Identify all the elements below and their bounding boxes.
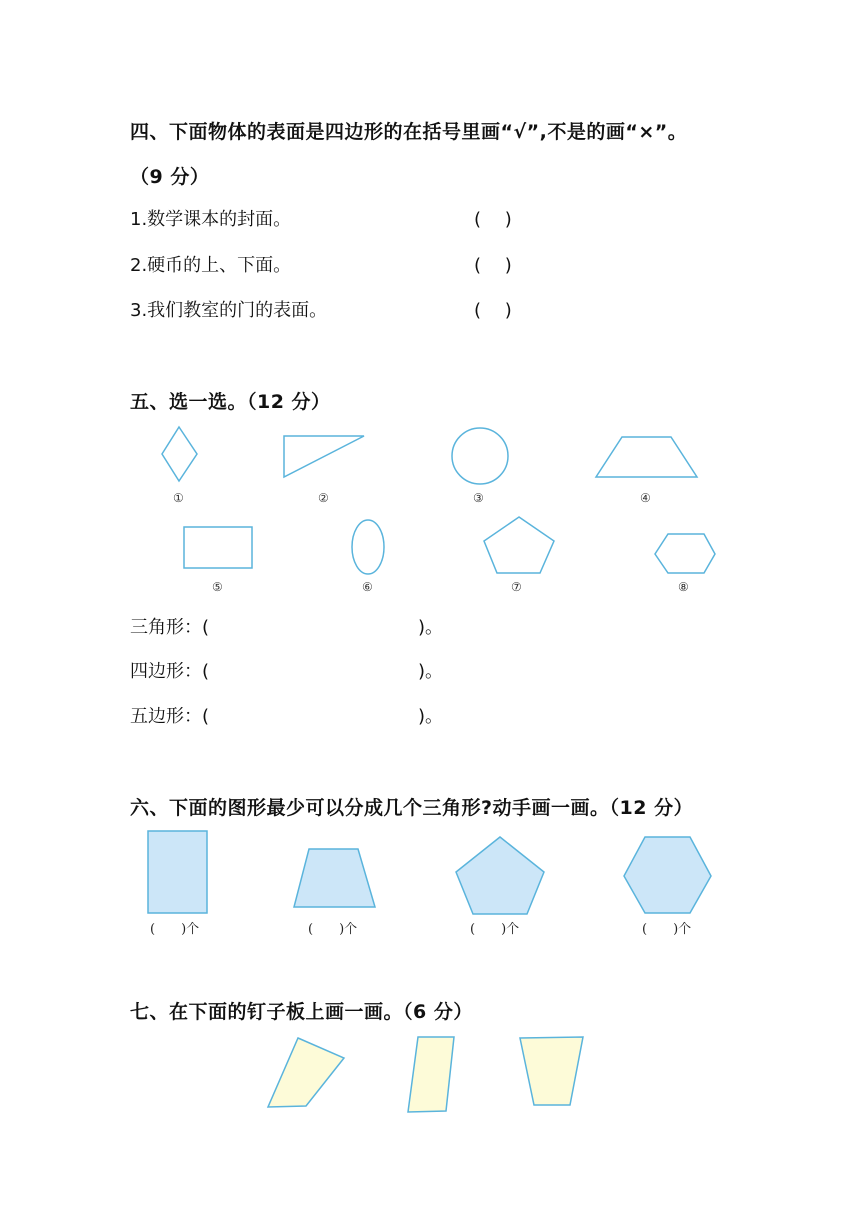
- shape-label-6: ⑥: [362, 580, 373, 594]
- section-4-answer-3[interactable]: ( ): [474, 300, 512, 321]
- circle-shape: [452, 428, 508, 484]
- section-5-title: 五、选一选。（12 分）: [130, 391, 331, 413]
- pentagon-shape: [484, 517, 554, 573]
- answer-quadrilateral-close: )。: [418, 661, 444, 682]
- section-4-title: 四、下面物体的表面是四边形的在括号里画“√”,不是的画“×”。: [130, 121, 688, 143]
- count-answer-1[interactable]: ( )个: [150, 922, 200, 937]
- count-answer-4[interactable]: ( )个: [642, 922, 692, 937]
- answer-triangle-close: )。: [418, 617, 444, 638]
- shape-label-4: ④: [640, 491, 651, 505]
- shape-label-2: ②: [318, 491, 329, 505]
- shape-label-8: ⑧: [678, 580, 689, 594]
- count-answer-3[interactable]: ( )个: [470, 922, 520, 937]
- section-4-score: （9 分）: [130, 166, 210, 188]
- answer-triangle-label: 三角形：(: [130, 617, 210, 638]
- count-answer-2[interactable]: ( )个: [308, 922, 358, 937]
- answer-quadrilateral-label: 四边形：(: [130, 661, 210, 682]
- hexagon-shape: [655, 534, 715, 573]
- hexagon-shape: [624, 837, 711, 913]
- shape-label-3: ③: [473, 491, 484, 505]
- trapezoid-shape: [294, 849, 375, 907]
- section-7-title: 七、在下面的钉子板上画一画。（6 分）: [130, 1001, 473, 1023]
- pentagon-shape: [456, 837, 544, 914]
- section-4-item-1: 1.数学课本的封面。: [130, 209, 292, 230]
- rectangle-shape: [184, 527, 252, 568]
- section-4-item-3: 3.我们教室的门的表面。: [130, 300, 328, 321]
- quadrilateral-shape-2: [408, 1037, 454, 1112]
- rectangle-shape: [148, 831, 207, 913]
- section-7-shapes: [0, 1030, 860, 1120]
- shape-label-5: ⑤: [212, 580, 223, 594]
- answer-pentagon-label: 五边形：(: [130, 706, 210, 727]
- right-triangle-shape: [284, 436, 364, 477]
- section-4-answer-1[interactable]: ( ): [474, 209, 512, 230]
- quadrilateral-shape-3: [520, 1037, 583, 1105]
- rhombus-shape: [162, 427, 197, 481]
- ellipse-shape: [352, 520, 384, 574]
- shape-label-1: ①: [173, 491, 184, 505]
- shape-label-7: ⑦: [511, 580, 522, 594]
- section-4-answer-2[interactable]: ( ): [474, 255, 512, 276]
- section-5-shapes: [0, 420, 860, 600]
- section-6-title: 六、下面的图形最少可以分成几个三角形?动手画一画。（12 分）: [130, 797, 694, 819]
- quadrilateral-shape-1: [268, 1038, 344, 1107]
- section-6-shapes: [0, 825, 860, 925]
- section-4-item-2: 2.硬币的上、下面。: [130, 255, 292, 276]
- trapezoid-shape: [596, 437, 697, 477]
- answer-pentagon-close: )。: [418, 706, 444, 727]
